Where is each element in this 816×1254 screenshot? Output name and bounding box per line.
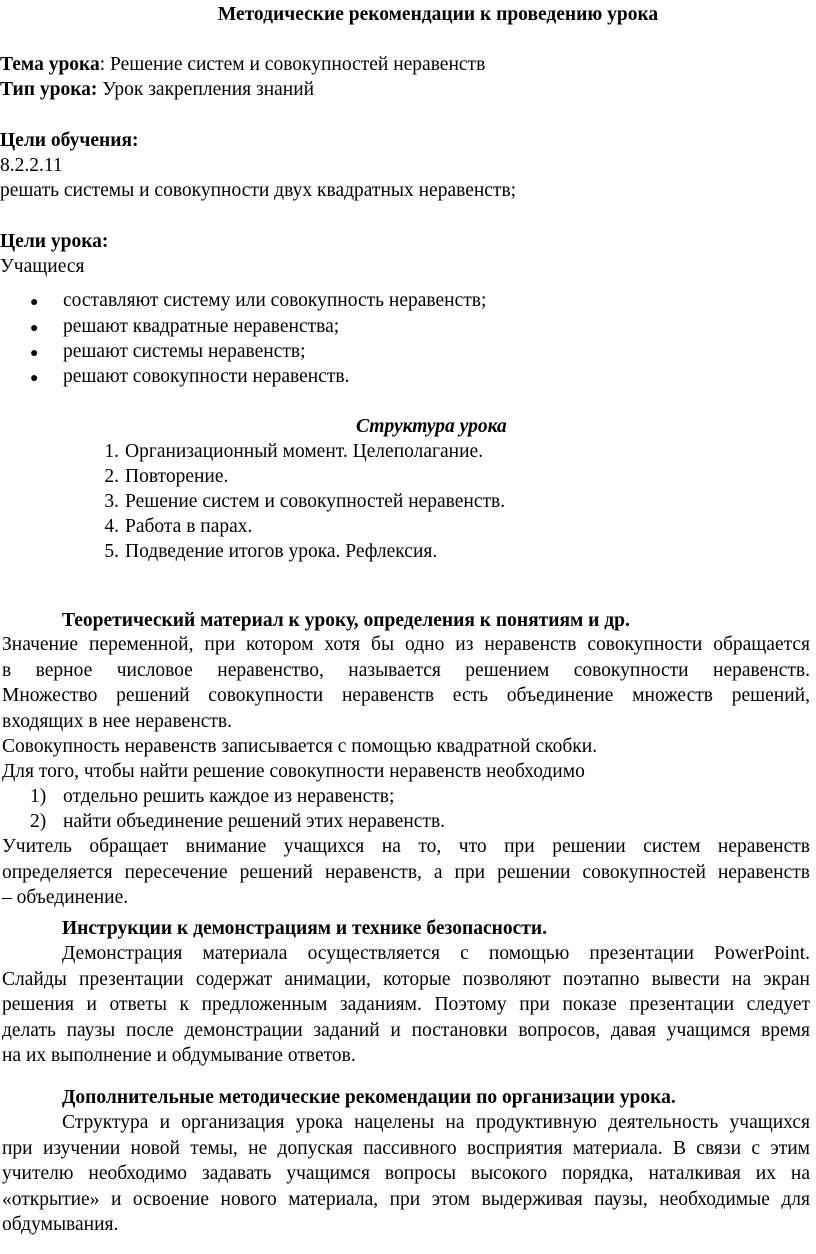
- document-title: Методические рекомендации к проведению урока: [217, 4, 659, 25]
- structure-number: 4.: [104, 516, 119, 537]
- structure-number: 3.: [104, 491, 119, 512]
- paragraph-line: определяется пересечение решений неравенств, а при решении совокупностей неравенств: [2, 861, 810, 883]
- lesson-topic-colon: :: [99, 54, 106, 75]
- step-number: 2): [30, 811, 47, 832]
- paragraph-line: делать паузы после демонстрации заданий и постановки вопросов, давая учащимся время: [2, 1019, 810, 1041]
- lesson-topic-value: Решение систем и совокупностей неравенств: [105, 54, 486, 75]
- paragraph-line: на их выполнение и обдумывание ответов.: [2, 1045, 356, 1066]
- learning-goals-text: решать системы и совокупности двух квадратных неравенств;: [0, 180, 517, 201]
- structure-item: Работа в парах.: [125, 516, 253, 537]
- paragraph-line: учителю необходимо задавать учащимся вопросы высокого порядка, наталкивая их на: [2, 1163, 810, 1184]
- theory-bracket-note: Совокупность неравенств записывается с помощью квадратной скобки.: [2, 736, 598, 757]
- bullet-icon: ●: [30, 295, 39, 310]
- bullet-icon: ●: [30, 321, 39, 336]
- structure-number: 2.: [104, 466, 119, 487]
- paragraph-line: Демонстрация материала осуществляется с помощью презентации PowerPoint.: [62, 943, 810, 964]
- step-item: отдельно решить каждое из неравенств;: [63, 786, 395, 807]
- paragraph-line: «открытие» и освоение нового материала, при этом выдерживая паузы, необходимые для: [2, 1188, 810, 1210]
- lesson-goals-subject: Учащиеся: [0, 256, 85, 277]
- structure-item: Организационный момент. Целеполагание.: [125, 441, 484, 462]
- lesson-type: [0, 77, 314, 103]
- list-item: решают совокупности неравенств.: [63, 366, 350, 387]
- paragraph-line: Значение переменной, при котором хотя бы одно из неравенств совокупности обращается: [2, 634, 810, 655]
- paragraph-line: Множество решений совокупности неравенств есть объединение множеств решений,: [2, 685, 810, 706]
- paragraph-line: входящих в нее неравенств.: [2, 710, 233, 732]
- list-item: составляют систему или совокупность неравенств;: [63, 290, 487, 311]
- list-item: решают системы неравенств;: [63, 341, 306, 362]
- bullet-icon: ●: [30, 371, 39, 386]
- instructions-heading: Инструкции к демонстрациям и технике безопасности.: [62, 918, 547, 939]
- structure-heading: Структура урока: [356, 416, 507, 437]
- structure-item: Решение систем и совокупностей неравенств.: [125, 491, 506, 512]
- structure-item: Повторение.: [125, 466, 229, 487]
- theory-method-intro: Для того, чтобы найти решение совокупности неравенств необходимо: [2, 761, 585, 782]
- additional-heading: Дополнительные методические рекомендации по организации урока.: [62, 1087, 676, 1108]
- list-item: решают квадратные неравенства;: [63, 316, 340, 337]
- lesson-goals-heading: Цели урока:: [0, 231, 109, 252]
- bullet-icon: ●: [30, 346, 39, 361]
- lesson-type-value: Урок закрепления знаний: [97, 79, 315, 100]
- step-item: найти объединение решений этих неравенств.: [63, 811, 446, 832]
- paragraph-line: в верное числовое неравенство, называется решением совокупности неравенств.: [2, 659, 810, 681]
- learning-goals-code: 8.2.2.11: [0, 155, 63, 176]
- structure-item: Подведение итогов урока. Рефлексия.: [125, 541, 438, 562]
- structure-number: 1.: [104, 441, 119, 462]
- paragraph-line: решения и ответы к предложенным заданиям. Поэтому при показе презентации следует: [2, 994, 810, 1015]
- theory-heading: Теоретический материал к уроку, определения к понятиям и др.: [62, 610, 630, 631]
- paragraph-line: Слайды презентации содержат анимации, которые позволяют поэтапно вывести на экран: [2, 968, 810, 990]
- paragraph-line: обдумывания.: [2, 1214, 119, 1235]
- theory-paragraph: [2, 632, 810, 734]
- paragraph-line: Учитель обращает внимание учащихся на то, что при решении систем неравенств: [2, 836, 810, 857]
- lesson-topic-label: Тема урока: [0, 54, 100, 75]
- additional-paragraph: [2, 1110, 810, 1238]
- teacher-note-paragraph: [2, 834, 810, 911]
- structure-number: 5.: [104, 541, 119, 562]
- instructions-paragraph: [2, 941, 810, 1069]
- learning-goals-heading: Цели обучения:: [0, 130, 139, 151]
- step-number: 1): [30, 786, 47, 807]
- lesson-type-label: Тип урока:: [0, 79, 98, 100]
- lesson-topic: [0, 52, 485, 78]
- paragraph-line: Структура и организация урока нацелены на продуктивную деятельность учащихся: [62, 1112, 810, 1133]
- paragraph-line: – объединение.: [2, 887, 129, 908]
- paragraph-line: при изучении новой темы, не допуская пассивного восприятия материала. В связи с этим: [2, 1137, 810, 1159]
